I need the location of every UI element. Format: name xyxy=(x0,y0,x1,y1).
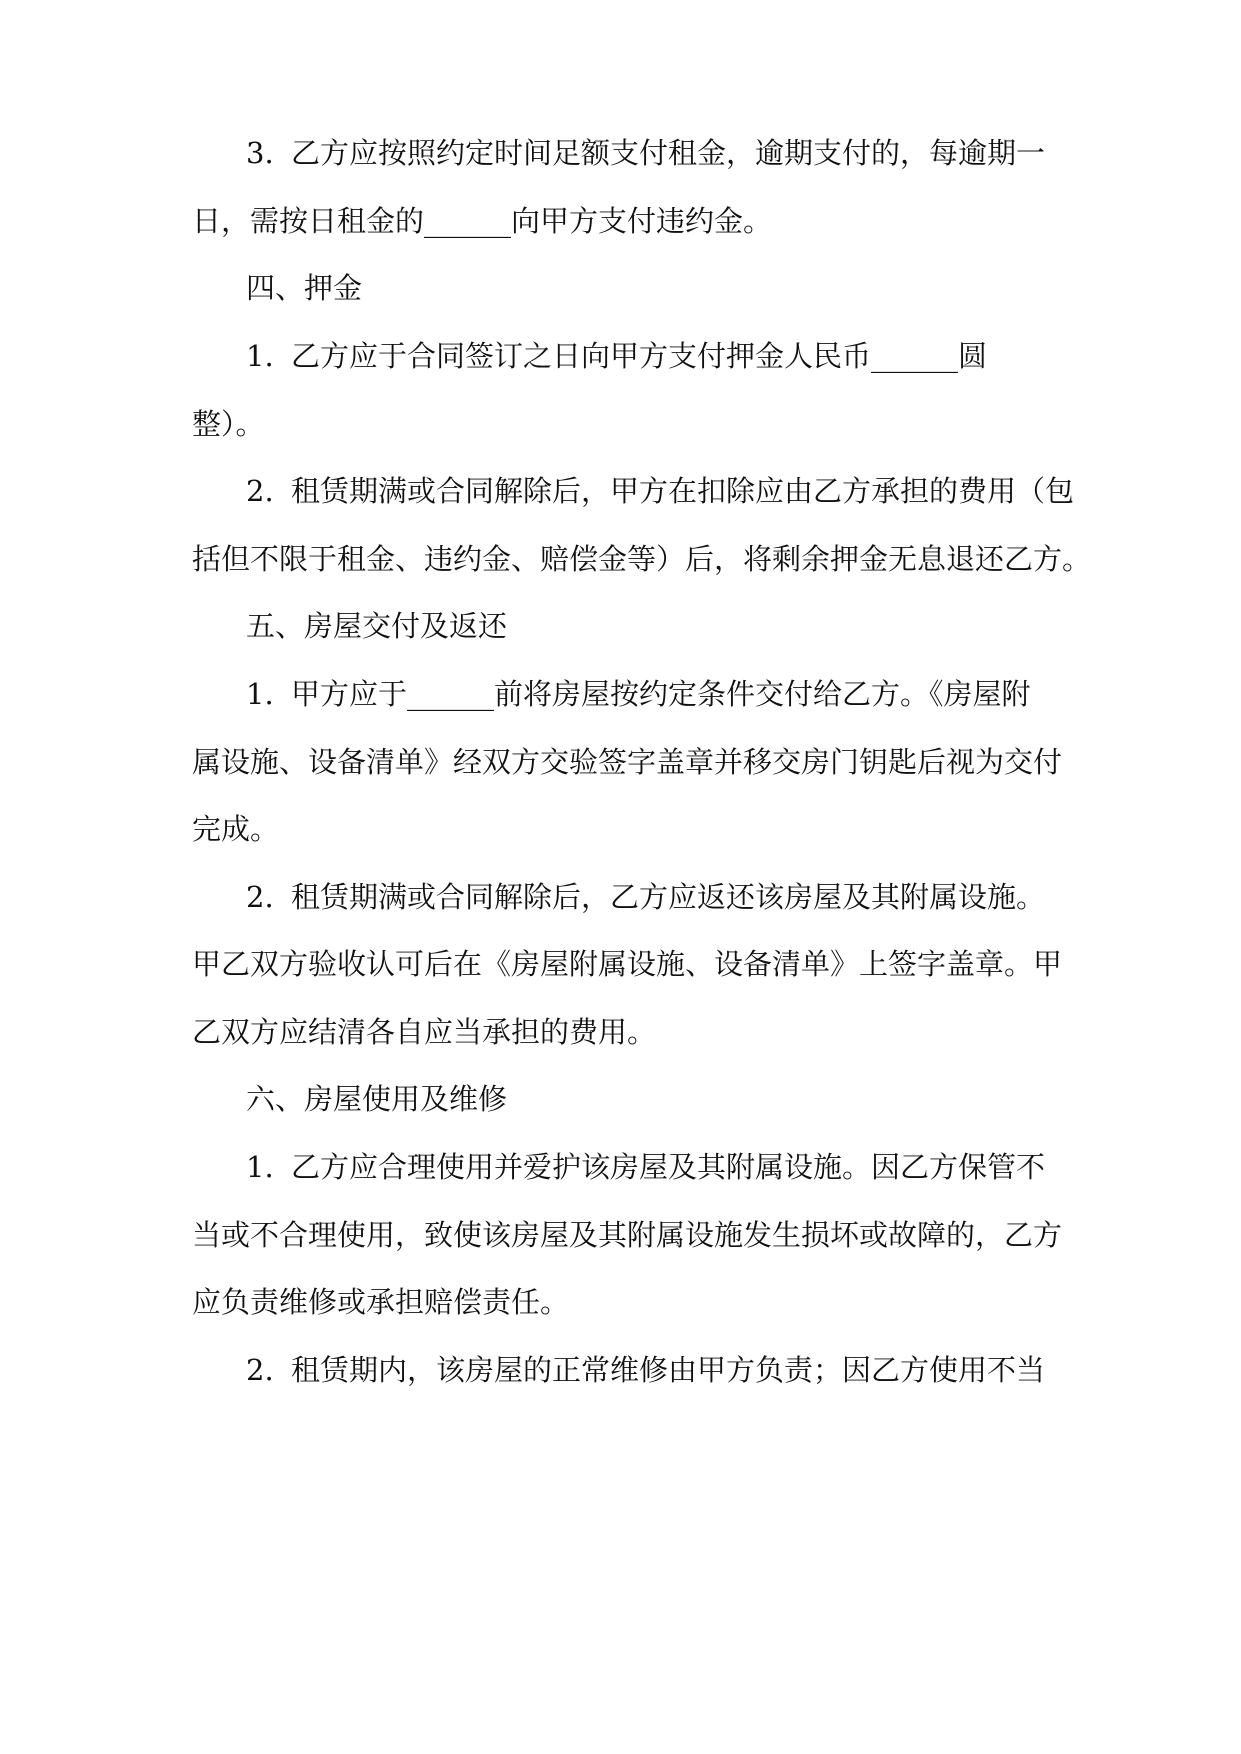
section-title: 五、房屋交付及返还 xyxy=(246,609,508,643)
text-line xyxy=(246,471,1074,511)
line-text: 租赁期满或合同解除后，乙方应返还该房屋及其附属设施。 xyxy=(291,880,1046,914)
line-text: 日，需按日租金的______向甲方支付违约金。 xyxy=(192,204,773,238)
text-line xyxy=(246,674,1031,714)
text-line xyxy=(246,1350,1045,1390)
line-text: 租赁期满或合同解除后，甲方在扣除应由乙方承担的费用（包 xyxy=(291,474,1075,508)
text-line xyxy=(192,1282,569,1322)
line-text: 租赁期内，该房屋的正常维修由甲方负责；因乙方使用不当 xyxy=(291,1353,1046,1387)
item-number: 1. xyxy=(246,339,274,373)
text-line xyxy=(192,1215,1062,1255)
line-text: 括但不限于租金、违约金、赔偿金等）后，将剩余押金无息退还乙方。 xyxy=(192,542,1092,576)
text-line xyxy=(246,1147,1045,1187)
item-number: 2. xyxy=(246,474,274,508)
line-text: 甲方应于______前将房屋按约定条件交付给乙方。《房屋附 xyxy=(291,677,1031,711)
line-text: 整）。 xyxy=(192,407,265,441)
section-heading xyxy=(246,268,362,308)
text-line xyxy=(192,201,772,241)
line-text: 乙方应于合同签订之日向甲方支付押金人民币______圆 xyxy=(291,339,988,373)
text-line xyxy=(192,539,1091,579)
text-line xyxy=(246,877,1045,917)
text-line xyxy=(192,1012,656,1052)
line-text: 乙方应按照约定时间足额支付租金，逾期支付的，每逾期一 xyxy=(291,136,1046,170)
text-line xyxy=(246,336,987,376)
text-line xyxy=(192,944,1062,984)
text-line xyxy=(192,742,1062,782)
line-text: 乙方应合理使用并爱护该房屋及其附属设施。因乙方保管不 xyxy=(291,1150,1046,1184)
line-text: 应负责维修或承担赔偿责任。 xyxy=(192,1285,570,1319)
section-title: 六、房屋使用及维修 xyxy=(246,1082,508,1116)
line-text: 甲乙双方验收认可后在《房屋附属设施、设备清单》上签字盖章。甲 xyxy=(192,947,1063,981)
text-line xyxy=(192,404,265,444)
text-line xyxy=(192,809,279,849)
line-text: 属设施、设备清单》经双方交验签字盖章并移交房门钥匙后视为交付 xyxy=(192,745,1063,779)
item-number: 1. xyxy=(246,1150,274,1184)
line-text: 当或不合理使用，致使该房屋及其附属设施发生损坏或故障的，乙方 xyxy=(192,1218,1063,1252)
section-title: 四、押金 xyxy=(246,271,363,305)
text-line xyxy=(246,133,1045,173)
line-text: 完成。 xyxy=(192,812,280,846)
line-text: 乙双方应结清各自应当承担的费用。 xyxy=(192,1015,657,1049)
item-number: 3. xyxy=(246,136,274,170)
item-number: 1. xyxy=(246,677,274,711)
section-heading xyxy=(246,1079,507,1119)
section-heading xyxy=(246,606,507,646)
item-number: 2. xyxy=(246,880,274,914)
item-number: 2. xyxy=(246,1353,274,1387)
